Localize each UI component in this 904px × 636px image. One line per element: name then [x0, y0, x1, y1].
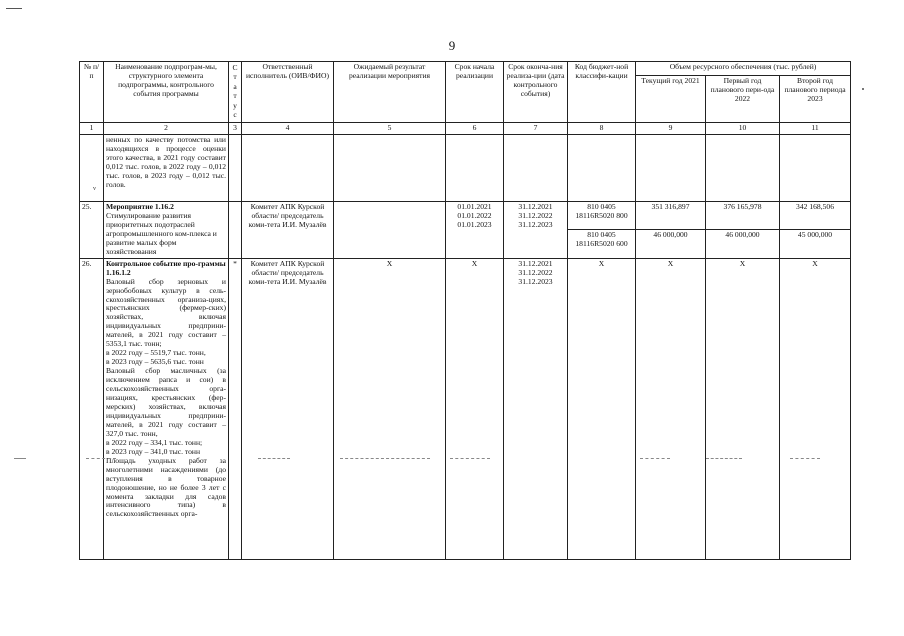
header-start: Срок начала реализации — [446, 62, 504, 123]
col-number: 2 — [104, 123, 229, 135]
scan-line — [258, 458, 290, 459]
table-row-26 — [80, 258, 851, 559]
row-25-num: 25. — [80, 202, 104, 259]
col-number: 7 — [504, 123, 568, 135]
row-26-amount-2021: X — [636, 258, 706, 559]
row-26-end-dates: 31.12.2021 31.12.2022 31.12.2023 — [504, 258, 568, 559]
row-26-executor: Комитет АПК Курской области/ председатель коми-тета И.И. Музалёв — [242, 258, 334, 559]
row-26-paragraph: Площадь уходных работ за многолетними насаждениями (до вступления в товарное плодоношение, но не более 3 лет с момента закладки для садов интенсивного типа) в сельскохозяйственных орга- — [106, 455, 226, 519]
row-25-code-1: 810 0405 18116R5020 800 — [568, 202, 636, 230]
header-end: Срок оконча-ния реализа-ции (дата контрольного события) — [504, 62, 568, 123]
row-26-amount-2022: X — [706, 258, 780, 559]
col-number: 10 — [706, 123, 780, 135]
resource-table — [79, 61, 851, 560]
row-26-status: * — [229, 258, 242, 559]
row-25-start-dates: 01.01.2021 01.01.2022 01.01.2023 — [446, 202, 504, 259]
row-26-paragraph: Валовый сбор масличных (за исключением рапса и сои) в сельскохозяйственных орга-низациях, крестьянских (фер-мерских) хозяйствах, включая индивидуальных предприни-мателей, в 2021 году составит – 327,0 тыс. тонн, — [106, 366, 226, 438]
row-25-amount-2023-b: 45 000,000 — [780, 230, 851, 258]
row-26-paragraph: в 2022 году – 5519,7 тыс. тонн, — [106, 348, 206, 358]
header-executor: Ответственный исполнитель (ОИВ/ФИО) — [242, 62, 334, 123]
row-26-code: X — [568, 258, 636, 559]
scan-line — [340, 458, 430, 459]
row-26-paragraph: Валовый сбор зерновых и зернобобовых культур в сель-скохозяйственных организа-циях, крестьянских (фермер-ских) хозяйствах, включая индивидуальных предприни-мателей, в 2021 году составит – 5353,1 тыс. тонн; — [106, 276, 226, 349]
row-26-num: 26. — [80, 258, 104, 559]
col-number: 8 — [568, 123, 636, 135]
row-25-description — [104, 202, 229, 259]
col-number: 6 — [446, 123, 504, 135]
col-number: 4 — [242, 123, 334, 135]
row-25-amount-2022-a: 376 165,978 — [706, 202, 780, 230]
continuation-row — [80, 135, 851, 202]
row-26-result: X — [334, 258, 446, 559]
row-26-title: Контрольное событие про-граммы 1.16.1.2 — [106, 258, 226, 277]
scan-line — [706, 458, 742, 459]
header-year-2023: Второй год планового периода 2023 — [780, 76, 851, 123]
scan-line — [14, 458, 26, 459]
scan-line — [86, 458, 116, 459]
table-row-25 — [80, 202, 851, 230]
row-25-text: Стимулирование развития приоритетных подотраслей агропромышленного ком-плекса и развитие малых форм хозяйствования — [106, 210, 217, 256]
row-25-executor: Комитет АПК Курской области/ председатель коми-тета И.И. Музалёв — [242, 202, 334, 259]
scan-speck — [862, 88, 864, 90]
row-25-end-dates: 31.12.2021 31.12.2022 31.12.2023 — [504, 202, 568, 259]
row-25-amount-2023-a: 342 168,506 — [780, 202, 851, 230]
header-name: Наименование подпрограм-мы, структурного элемента подпрограммы, контрольного события программы — [104, 62, 229, 123]
col-number: 1 — [80, 123, 104, 135]
col-number: 3 — [229, 123, 242, 135]
header-num: № п/п — [80, 62, 104, 123]
row-25-amount-2021-b: 46 000,000 — [636, 230, 706, 258]
header-year-2022: Первый год планового пери-ода 2022 — [706, 76, 780, 123]
col-number: 5 — [334, 123, 446, 135]
row-26-description — [104, 258, 229, 559]
margin-mark: v — [93, 186, 96, 192]
row-26-paragraph: в 2023 году – 5635,6 тыс. тонн — [106, 357, 204, 367]
header-year-2021: Текущий год 2021 — [636, 76, 706, 123]
row-25-code-2: 810 0405 18116R5020 600 — [568, 230, 636, 258]
col-number: 11 — [780, 123, 851, 135]
row-26-start: X — [446, 258, 504, 559]
row-26-paragraph: в 2022 году – 334,1 тыс. тонн; — [106, 437, 203, 447]
scan-line — [450, 458, 490, 459]
col-number: 9 — [636, 123, 706, 135]
page-number: 9 — [448, 38, 456, 53]
column-number-row — [80, 123, 851, 135]
corner-mark — [6, 8, 22, 9]
row-25-amount-2021-a: 351 316,897 — [636, 202, 706, 230]
continuation-text: ненных по качеству потомства или находящихся в процессе оценки этого качества, в 2021 году составит 0,012 тыс. голов, в 2022 году – 0,012 тыс. голов, в 2023 году – 0,012 тыс. голов. — [104, 135, 229, 202]
header-result: Ожидаемый результат реализации мероприятия — [334, 62, 446, 123]
scan-line — [790, 458, 820, 459]
row-25-amount-2022-b: 46 000,000 — [706, 230, 780, 258]
continuation-num — [80, 135, 104, 202]
header-budget-code: Код бюджет-ной классифи-кации — [568, 62, 636, 123]
row-26-amount-2023: X — [780, 258, 851, 559]
header-status: С т а т у с — [229, 62, 242, 123]
row-26-paragraph: в 2023 году – 341,0 тыс. тонн — [106, 446, 201, 456]
scan-line — [640, 458, 670, 459]
header-resource-group: Объем ресурсного обеспечения (тыс. рублей) — [636, 62, 851, 76]
row-25-title: Мероприятие 1.16.2 — [106, 202, 174, 211]
